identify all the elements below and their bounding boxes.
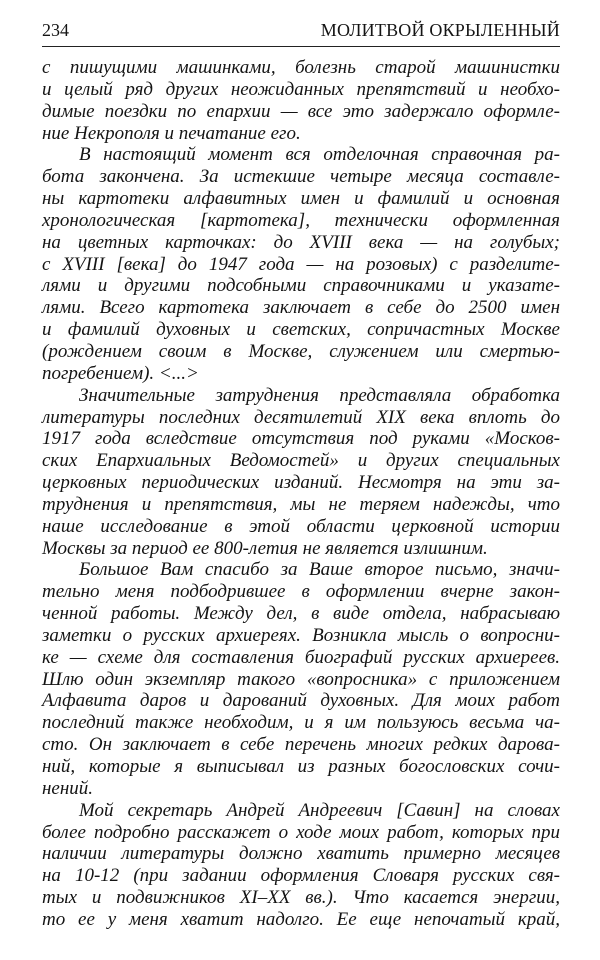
- text-line: димые поездки по епархии — все это задержало оформле-: [42, 100, 560, 122]
- text-line: труднения и препятствия, мы не теряем надежды, что: [42, 493, 560, 515]
- text-line: лями и другими подсобными справочниками и указате-: [42, 275, 560, 297]
- text-line: заметки о русских архиереях. Возникла мысль о вопросни-: [42, 624, 560, 646]
- paragraph: [42, 57, 560, 144]
- text-line: церковных периодических изданий. Несмотря на эти за-: [42, 472, 560, 494]
- text-line: тых и подвижников XI–XX вв.). Что касается энергии,: [42, 887, 560, 909]
- text-line: 1917 года вследствие отсутствия под руками «Москов-: [42, 428, 560, 450]
- text-line: Мой секретарь Андрей Андреевич [Савин] на словах: [79, 799, 560, 821]
- text-line: бота закончена. За истекшие четыре месяца составле-: [42, 166, 560, 188]
- text-line: на цветных карточках: до XVIII века — на голубых;: [42, 231, 560, 253]
- text-line: погребением). <...>: [42, 362, 199, 384]
- text-line: сто. Он заключает в себе перечень многих редких дарова-: [42, 734, 560, 756]
- text-line: на 10-12 (при задании оформления Словаря русских свя-: [42, 865, 560, 887]
- page-header: [42, 18, 560, 46]
- text-line: Значительные затруднения представляла обработка: [79, 384, 560, 406]
- paragraph: [42, 559, 560, 799]
- text-line: с пишущими машинками, болезнь старой машинистки: [42, 57, 560, 78]
- text-line: В настоящий момент вся отделочная справочная ра-: [79, 144, 560, 166]
- text-line: нений.: [42, 777, 94, 799]
- text-line: с XVIII [века] до 1947 года — на розовых) с разделите-: [42, 253, 560, 275]
- text-line: наше исследование в этой области церковной истории: [42, 515, 560, 537]
- paragraph: [42, 800, 560, 931]
- text-line: ние Некрополя и печатание его.: [42, 122, 301, 144]
- text-line: более подробно расскажет о ходе моих работ, которых при: [42, 821, 560, 843]
- text-line: Алфавита даров и дарований духовных. Для моих работ: [42, 690, 560, 712]
- text-line: последний также необходим, и я им пользуюсь весьма ча-: [42, 712, 560, 734]
- text-line: (рождением своим в Москве, служением или смертью-: [42, 340, 560, 362]
- text-line: ний, которые я выписывал из разных богословских сочи-: [42, 756, 560, 777]
- text-line: ских Епархиальных Ведомостей» и других специальных: [42, 450, 560, 472]
- text-line: ченной работы. Между дел, в виде отдела, набрасываю: [42, 603, 560, 625]
- text-line: наличии литературы должно хватить примерно месяцев: [42, 843, 560, 865]
- text-line: Шлю один экземпляр такого «вопросника» с приложением: [42, 668, 560, 690]
- page-body: [42, 57, 560, 931]
- text-line: и целый ряд других неожиданных препятствий и необхо-: [42, 78, 560, 100]
- text-line: то ее у меня хватит надолго. Ее еще непочатый край,: [42, 908, 560, 930]
- text-line: ны картотеки алфавитных имен и фамилий и основная: [42, 188, 560, 210]
- text-line: тельно меня подбодрившее в оформлении вчерне закон-: [42, 581, 560, 603]
- text-line: и фамилий духовных и светских, сопричастных Москве: [42, 319, 560, 341]
- paragraph: [42, 385, 560, 560]
- running-title: МОЛИТВОЙ ОКРЫЛЕННЫЙ: [320, 20, 560, 40]
- text-line: хронологическая [картотека], технически оформленная: [42, 209, 560, 231]
- text-line: литературы последних десятилетий XIX века вплоть до: [42, 406, 560, 428]
- paragraph: [42, 144, 560, 384]
- text-line: Большое Вам спасибо за Ваше второе письмо, значи-: [79, 559, 560, 581]
- text-line: ке — схеме для составления биографий русских архиереев.: [42, 646, 560, 668]
- page-number: 234: [42, 20, 69, 40]
- text-line: лями. Всего картотека заключает в себе до 2500 имен: [42, 297, 560, 319]
- text-line: Москвы за период ее 800-летия не является излишним.: [42, 537, 488, 559]
- header-rule: [42, 46, 560, 47]
